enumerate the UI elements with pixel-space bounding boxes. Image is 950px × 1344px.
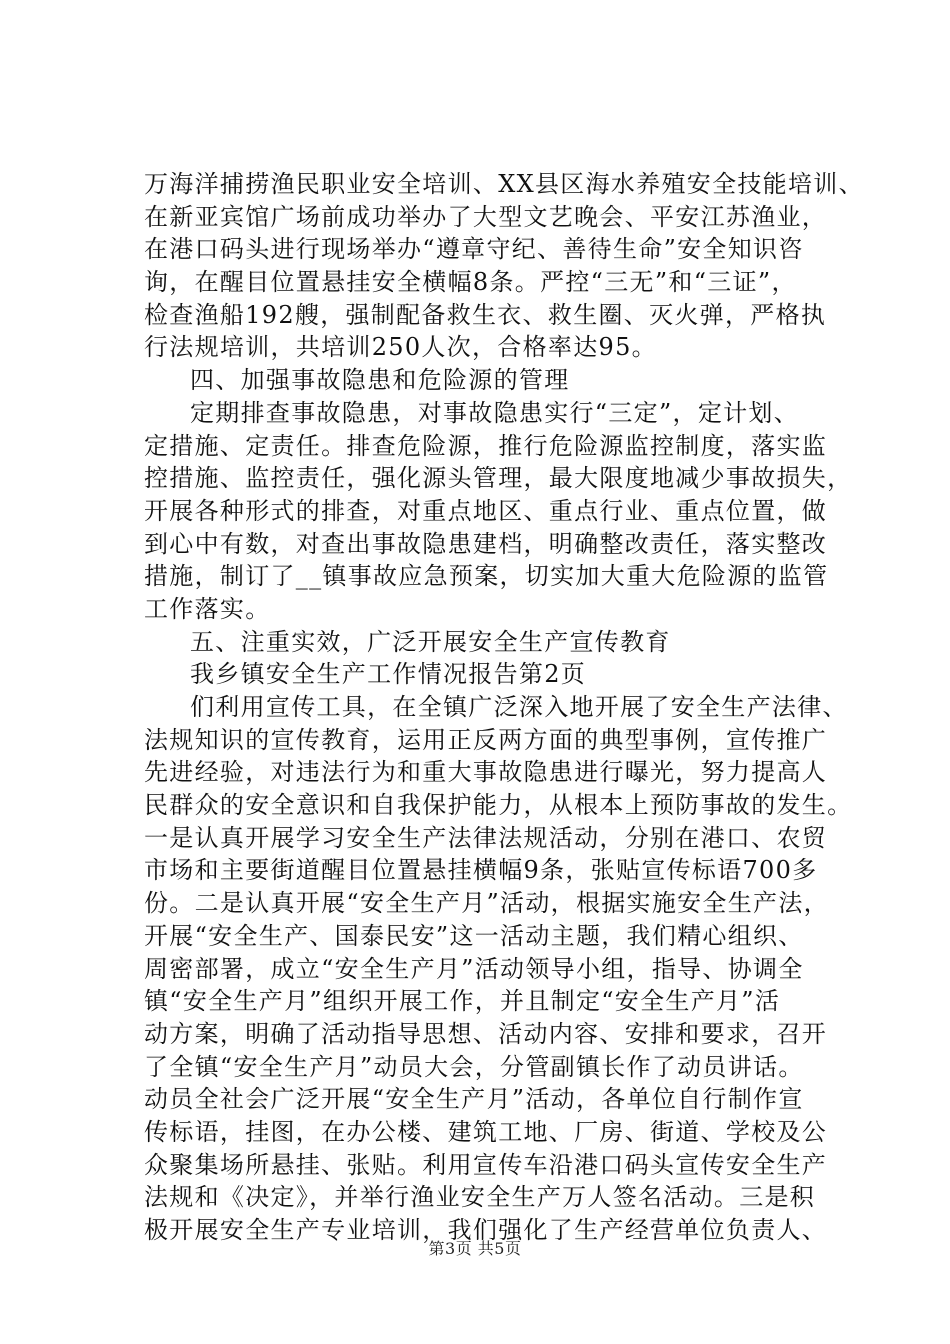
text-line: 份。二是认真开展“安全生产月”活动，根据实施安全生产法，	[144, 889, 829, 918]
text-line: 开展“安全生产、国泰民安”这一活动主题，我们精心组织、	[144, 921, 804, 950]
section-heading-5: 五、注重实效，广泛开展安全生产宣传教育	[190, 627, 671, 656]
text-line: 民群众的安全意识和自我保护能力，从根本上预防事故的发生。	[144, 791, 853, 820]
text-line: 工作落实。	[144, 594, 271, 623]
text-line: 措施，制订了__镇事故应急预案，切实加大重大危险源的监管	[144, 562, 829, 591]
text-line: 法规和《决定》，并举行渔业安全生产万人签名活动。三是积	[144, 1183, 816, 1212]
paragraph-start: 定期排查事故隐患，对事故隐患实行“三定”，定计划、	[190, 398, 800, 427]
text-line: 在港口码头进行现场举办“遵章守纪、善待生命”安全知识咨	[144, 235, 804, 264]
text-line: 行法规培训，共培训250人次，合格率达95。	[144, 333, 657, 362]
report-page-label: 我乡镇安全生产工作情况报告第2页	[190, 660, 587, 689]
text-line: 众聚集场所悬挂、张贴。利用宣传车沿港口码头宣传安全生产	[144, 1150, 828, 1179]
text-line: 定措施、定责任。排查危险源，推行危险源监控制度，落实监	[144, 431, 828, 460]
text-line: 镇“安全生产月”组织开展工作，并且制定“安全生产月”活	[144, 987, 781, 1016]
text-line: 市场和主要街道醒目位置悬挂横幅9条，张贴宣传标语700多	[144, 856, 818, 885]
section-heading-4: 四、加强事故隐患和危险源的管理	[190, 366, 570, 395]
text-line: 先进经验，对违法行为和重大事故隐患进行曝光，努力提高人	[144, 758, 828, 787]
paragraph-start: 们利用宣传工具，在全镇广泛深入地开展了安全生产法律、	[190, 693, 848, 721]
text-line: 法规知识的宣传教育，运用正反两方面的典型事例，宣传推广	[144, 725, 828, 754]
text-line: 了全镇“安全生产月”动员大会，分管副镇长作了动员讲话。	[144, 1052, 804, 1081]
page-footer: 第3页 共5页	[428, 1239, 522, 1258]
text-line: 极开展安全生产专业培训，我们强化了生产经营单位负责人、	[144, 1216, 828, 1244]
text-line: 到心中有数，对查出事故隐患建档，明确整改责任，落实整改	[144, 529, 828, 558]
text-line: 检查渔船192艘，强制配备救生衣、救生圈、灭火弹，严格执	[144, 300, 827, 329]
body-text	[144, 168, 864, 1247]
text-line: 周密部署，成立“安全生产月”活动领导小组，指导、协调全	[144, 954, 804, 983]
text-line: 在新亚宾馆广场前成功举办了大型文艺晚会、平安江苏渔业，	[144, 202, 828, 231]
text-line: 万海洋捕捞渔民职业安全培训、XX县区海水养殖安全技能培训、	[144, 170, 864, 198]
text-line: 控措施、监控责任，强化源头管理，最大限度地减少事故损失，	[144, 464, 853, 493]
text-line: 动员全社会广泛开展“安全生产月”活动，各单位自行制作宣	[144, 1085, 804, 1114]
text-line: 开展各种形式的排查，对重点地区、重点行业、重点位置，做	[144, 496, 828, 525]
text-line: 询，在醒目位置悬挂安全横幅8条。严控“三无”和“三证”，	[144, 268, 797, 297]
text-line: 传标语，挂图，在办公楼、建筑工地、厂房、街道、学校及公	[144, 1117, 828, 1146]
text-line: 动方案，明确了活动指导思想、活动内容、安排和要求，召开	[144, 1019, 828, 1048]
text-line: 一是认真开展学习安全生产法律法规活动，分别在港口、农贸	[144, 823, 828, 852]
